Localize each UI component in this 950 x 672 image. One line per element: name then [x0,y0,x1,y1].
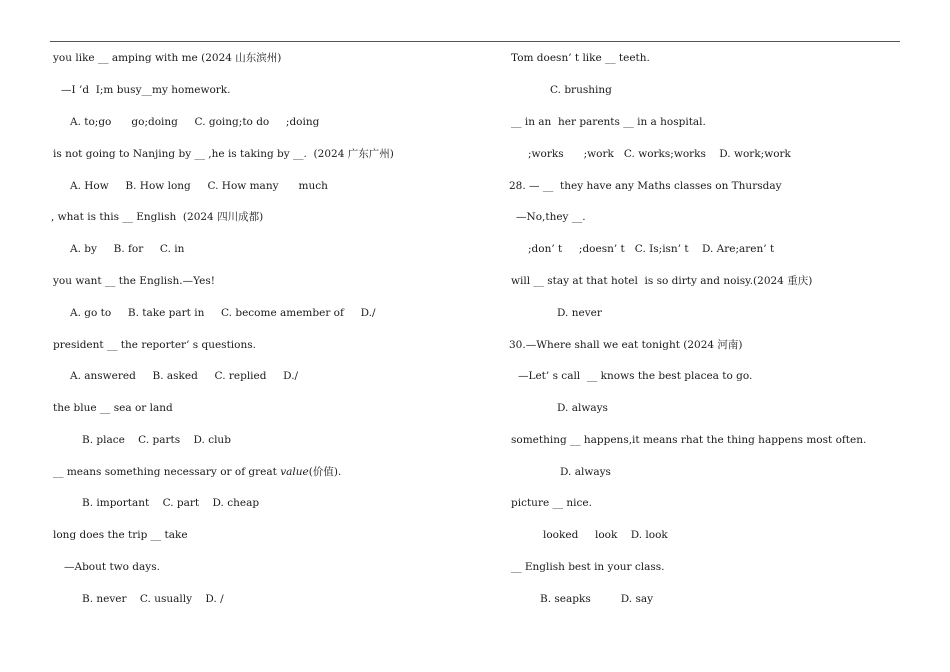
question-line: will __ stay at that hotel is so dirty and noisy.(2024 重庆) [511,275,813,287]
options-line: A. by B. for C. in [70,243,185,255]
question-line: something __ happens,it means rhat the thing happens most often. [511,434,867,446]
options-line: A. answered B. asked C. replied D./ [70,370,299,382]
dialogue-line: —I ’d I;m busy__my homework. [61,84,231,96]
question-text: (价值). [308,466,342,478]
question-line: , what is this __ English (2024 四川成都) [51,211,264,223]
options-line: D. never [557,307,602,319]
options-line: ;don’ t ;doesn’ t C. Is;isn’ t D. Are;aren’ t [528,243,775,255]
options-line: D. always [560,466,611,478]
question-line: 30.—Where shall we eat tonight (2024 河南) [509,339,743,351]
dialogue-line: —About two days. [64,561,160,573]
options-line: D. always [557,402,608,414]
header-rule [50,41,900,42]
options-line: A. How B. How long C. How many much [70,180,328,192]
question-line: Tom doesn’ t like __ teeth. [511,52,650,64]
question-line: you like __ amping with me (2024 山东滨州) [53,52,282,64]
question-line: long does the trip __ take [53,529,188,541]
italic-word: value [280,466,309,478]
options-line: B. place C. parts D. club [82,434,231,446]
question-line: president __ the reporter’ s questions. [53,339,256,351]
options-line: A. go to B. take part in C. become amember of D./ [70,307,376,319]
options-line: looked look D. look [543,529,668,541]
options-line: ;works ;work C. works;works D. work;work [528,148,791,160]
question-line [53,465,341,479]
options-line: A. to;go go;doing C. going;to do ;doing [70,116,320,128]
dialogue-line: —Let’ s call __ knows the best placea to go. [518,370,753,382]
question-line: 28. — __ they have any Maths classes on Thursday [509,180,782,192]
options-line: B. important C. part D. cheap [82,497,260,509]
dialogue-line: —No,they __. [516,211,586,223]
question-line: is not going to Nanjing by __ ,he is taking by __. (2024 广东广州) [53,148,394,160]
options-line: B. seapks D. say [540,593,654,605]
question-line: __ in an her parents __ in a hospital. [511,116,706,128]
question-text: __ means something necessary or of great [53,466,281,478]
options-line: B. never C. usually D. / [82,593,224,605]
question-line: you want __ the English.—Yes! [53,275,215,287]
question-line: __ English best in your class. [511,561,665,573]
options-line: C. brushing [550,84,612,96]
question-line: the blue __ sea or land [53,402,173,414]
question-line: picture __ nice. [511,497,592,509]
